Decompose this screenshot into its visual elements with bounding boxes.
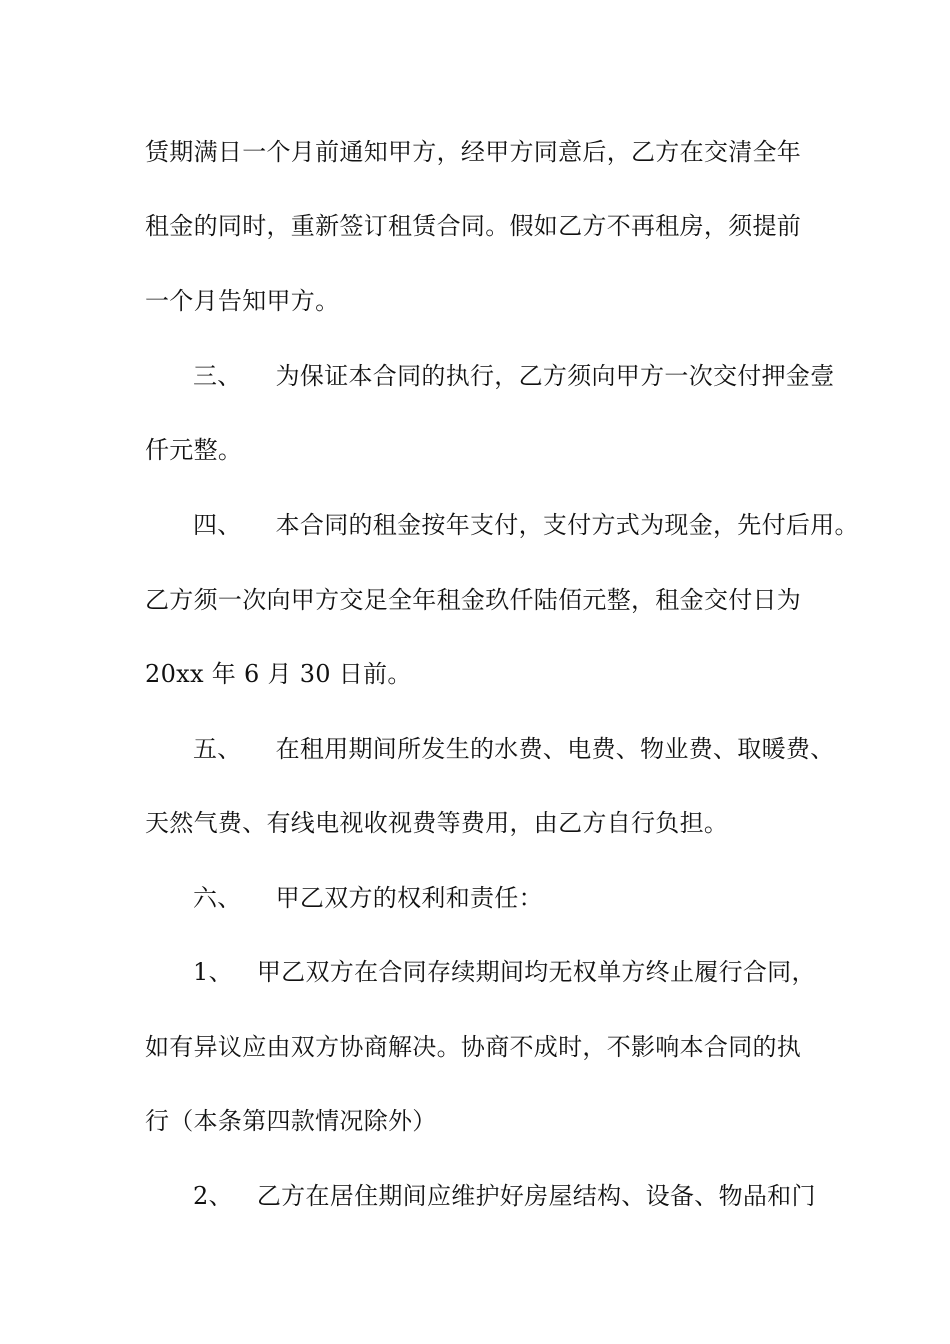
text-line: 如有异议应由双方协商解决。协商不成时，不影响本合同的执 (145, 1033, 802, 1061)
clause-text: 本合同的租金按年支付，支付方式为现金，先付后用。 (275, 511, 859, 539)
clause-marker: 三、 (193, 362, 242, 390)
text-line: 仟元整。 (145, 436, 243, 464)
text-line: 20xx 年 6 月 30 日前。 (145, 660, 412, 688)
clause-text: 甲乙双方的权利和责任： (275, 884, 543, 912)
clause-text: 为保证本合同的执行，乙方须向甲方一次交付押金壹 (275, 362, 835, 390)
clause-four (193, 510, 859, 540)
clause-marker: 四、 (193, 511, 242, 539)
clause-marker: 五、 (193, 735, 242, 763)
clause-text: 甲乙双方在合同存续期间均无权单方终止履行合同， (256, 958, 816, 986)
text-line: 租金的同时，重新签订租赁合同。假如乙方不再租房，须提前 (145, 212, 802, 240)
text-line: 一个月告知甲方。 (145, 287, 340, 315)
clause-six (193, 883, 543, 913)
clause-marker: 六、 (193, 884, 242, 912)
clause-three (193, 361, 835, 391)
text-line: 乙方须一次向甲方交足全年租金玖仟陆佰元整，租金交付日为 (145, 586, 802, 614)
clause-marker: 1、 (193, 958, 233, 986)
clause-text: 在租用期间所发生的水费、电费、物业费、取暖费、 (275, 735, 835, 763)
text-line: 天然气费、有线电视收视费等费用，由乙方自行负担。 (145, 809, 729, 837)
text-line: 行（本条第四款情况除外） (145, 1107, 437, 1135)
sub-clause-one (193, 957, 816, 987)
sub-clause-two (193, 1181, 816, 1211)
text-line: 赁期满日一个月前通知甲方，经甲方同意后，乙方在交清全年 (145, 138, 802, 166)
clause-marker: 2、 (193, 1182, 233, 1210)
clause-text: 乙方在居住期间应维护好房屋结构、设备、物品和门 (256, 1182, 816, 1210)
clause-five (193, 734, 835, 764)
